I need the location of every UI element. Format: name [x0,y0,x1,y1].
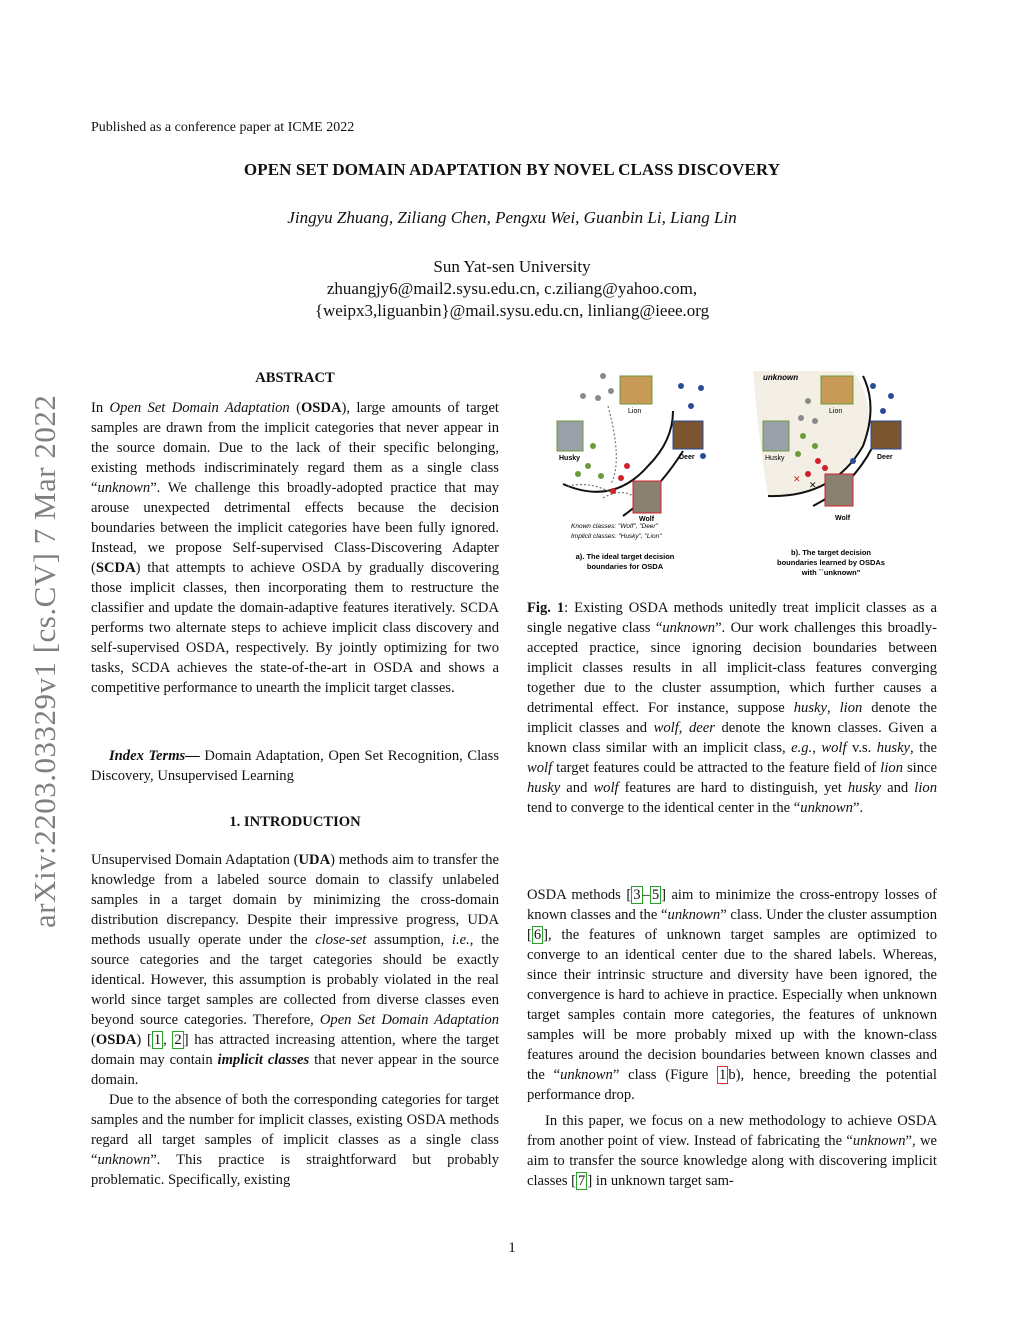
index-terms: Index Terms— Domain Adaptation, Open Set Recognition, Class Discovery, Unsupervised Learning [91,748,499,784]
citation-link[interactable]: 6 [533,927,542,943]
deer-label: Deer [877,454,893,461]
deer-photo [871,421,901,449]
abstract-body: In Open Set Domain Adaptation (OSDA), large amounts of target samples are drawn from the implicit categories that never appear in the source domain. Due to the lack of their specific belonging, existing methods indiscriminately regard them as a single class “unknown”. We challenge this broadly-adopted practice that may arouse unexpected detrimental effects because the decision boundaries between the implicit categories have been fully ignored. Instead, we propose Self-supervised Class-Discovering Adapter (SCDA) that attempts to achieve OSDA by gradually discovering those implicit classes, then incorporating them to restructure the classifier and update the domain-adaptive features iteratively. SCDA performs two alternate steps to achieve implicit class discovery and self-supervised OSDA, respectively. By jointly optimizing for two tasks, SCDA achieves the state-of-the-art in OSDA and shows a competitive performance to unearth the implicit target classes. [91,400,499,696]
wolf-photo [633,481,661,513]
husky-photo [557,421,583,451]
citation-link[interactable]: 3 [633,887,641,903]
wolf-photo [825,474,853,506]
panel-b-caption: with ``unknown" [801,568,861,577]
feature-point [800,433,806,439]
intro-heading: 1. INTRODUCTION [229,814,361,830]
feature-point [624,463,630,469]
feature-point [880,408,886,414]
feature-point [580,393,586,399]
feature-point [870,383,876,389]
feature-point [585,463,591,469]
lion-photo [821,376,853,404]
feature-point [888,393,894,399]
cross-marker: ✕ [809,480,817,490]
feature-point [812,443,818,449]
husky-label: Husky [559,455,581,462]
paper-title: OPEN SET DOMAIN ADAPTATION BY NOVEL CLASS DISCOVERY [243,160,781,179]
intro-body: Unsupervised Domain Adaptation (UDA) methods aim to transfer the knowledge from a labeled source domain to classify unlabeled samples in a target domain by minimizing the cross-domain distribution discrepancy. Despite their impressive progress, UDA methods usually operate under the close-set assumption, i.e., the source categories and the target categories should be exactly identical. However, this assumption is probably violated in the real world since target samples are collected from diverse classes even beyond source categories. Therefore, Open Set Domain Adaptation (OSDA) [ 1 , 2 ] has attracted increasing attention, where the target domain may contain implicit classes that never appear in the source domain. Due to the absence of both the corresponding categories for target samples and the number for implicit classes, existing OSDA methods regard all target samples of implicit classes as a single class “unknown”. This practice is straightforward but probably problematic. Specifically, existing [91,852,500,1188]
lion-photo [620,376,652,404]
husky-photo [763,421,789,451]
email-line-2: {weipx3,liguanbin}@mail.sysu.edu.cn, linliang@ieee.org [314,301,710,320]
panel-a [557,373,706,571]
feature-point [575,471,581,477]
cross-marker: ✕ [793,474,801,484]
author-list: Jingyu Zhuang, Ziliang Chen, Pengxu Wei, Guanbin Li, Liang Lin [287,208,737,227]
panel-a-caption: a). The ideal target decision [575,552,675,561]
lion-label: Lion [829,408,843,415]
lion-label: Lion [628,408,642,415]
feature-point [812,418,818,424]
feature-point [822,465,828,471]
citation-link[interactable]: 2 [174,1032,182,1048]
right-column-body: OSDA methods [ 3 – 5 ] aim to minimize the cross-entropy losses of known classes and the “unknown” class. Under the cluster assumption [ 6 ], the features of unknown target samples are optimized to converge to an identical center due to the shared labels. Whereas, since their intrinsic structure and diversity have been ignored, the convergence is hard to achieve in practice. Especially when unknown target samples contain more categories, the features of unknown samples will be more probably mixed up with the known-class features around the decision boundaries between known classes and the “unknown” class (Figure 1 b), hence, breeding the potential performance drop. In this paper, we focus on a new methodology to achieve OSDA from another point of view. Instead of fabricating the “unknown”, we aim to transfer the source knowledge along with discovering implicit classes [ 7 ] in unknown target sam- [527,887,937,1189]
panel-a-caption: boundaries for OSDA [586,562,664,571]
feature-point [590,443,596,449]
feature-point [595,395,601,401]
known-classes-note: Known classes: "Wolf", "Deer" [571,523,658,530]
feature-point [678,383,684,389]
implicit-classes-note: Implicit classes: "Husky", "Lion" [571,533,662,540]
feature-point [815,458,821,464]
boundary-dashed [608,406,616,484]
published-note: Published as a conference paper at ICME 2022 [91,120,355,135]
deer-label: Deer [679,454,695,461]
email-line-1: zhuangjy6@mail2.sysu.edu.cn, c.ziliang@yahoo.com, [326,279,698,298]
feature-point [795,451,801,457]
feature-point [610,488,616,494]
panel-b-caption: b). The target decision [790,548,872,557]
citation-link[interactable]: 7 [578,1173,586,1189]
index-terms-label: Index Terms— [109,748,200,764]
affiliation: Sun Yat-sen University [433,257,591,276]
unknown-label: unknown [763,373,799,382]
arxiv-identifier[interactable]: arXiv:2203.03329v1 [cs.CV] 7 Mar 2022 [27,394,62,928]
citation-link[interactable]: 5 [651,887,660,903]
affiliation-block [0,256,1024,322]
figure-1 [553,366,903,596]
citation-link[interactable]: 1 [153,1032,162,1048]
husky-label: Husky [765,455,785,462]
feature-point [805,398,811,404]
feature-point [698,385,704,391]
feature-point [688,403,694,409]
panel-b [753,371,901,577]
abstract-heading: ABSTRACT [255,370,335,386]
deer-photo [673,421,703,449]
figure-1-diagram [553,366,903,596]
page-number: 1 [508,1240,516,1256]
wolf-label: Wolf [639,516,655,523]
wolf-label: Wolf [835,515,851,522]
feature-point [850,458,856,464]
feature-point [618,475,624,481]
feature-point [608,388,614,394]
figure-1-caption: Fig. 1: Existing OSDA methods unitedly treat implicit classes as a single negative class “unknown”. Our work challenges this broadly-accepted practice, since ignoring decision boundaries between implicit classes results in all implicit-class features converging together due to the cluster assumption, which further causes a detrimental effect. For instance, suppose husky, lion denote the implicit classes and wolf, deer denote the known classes. Given a known class similar with an implicit class, e.g., wolf v.s. husky, the wolf target features could be attracted to the feature field of lion since husky and wolf features are hard to distinguish, yet husky and lion tend to converge to the identical center in the “unknown”. [527,600,938,816]
figure-label: Fig. 1 [527,600,565,616]
figure-link[interactable]: 1 [719,1067,727,1083]
feature-point [798,415,804,421]
feature-point [598,473,604,479]
feature-point [600,373,606,379]
panel-b-caption: boundaries learned by OSDAs [777,558,885,567]
feature-point [805,471,811,477]
feature-point [700,453,706,459]
